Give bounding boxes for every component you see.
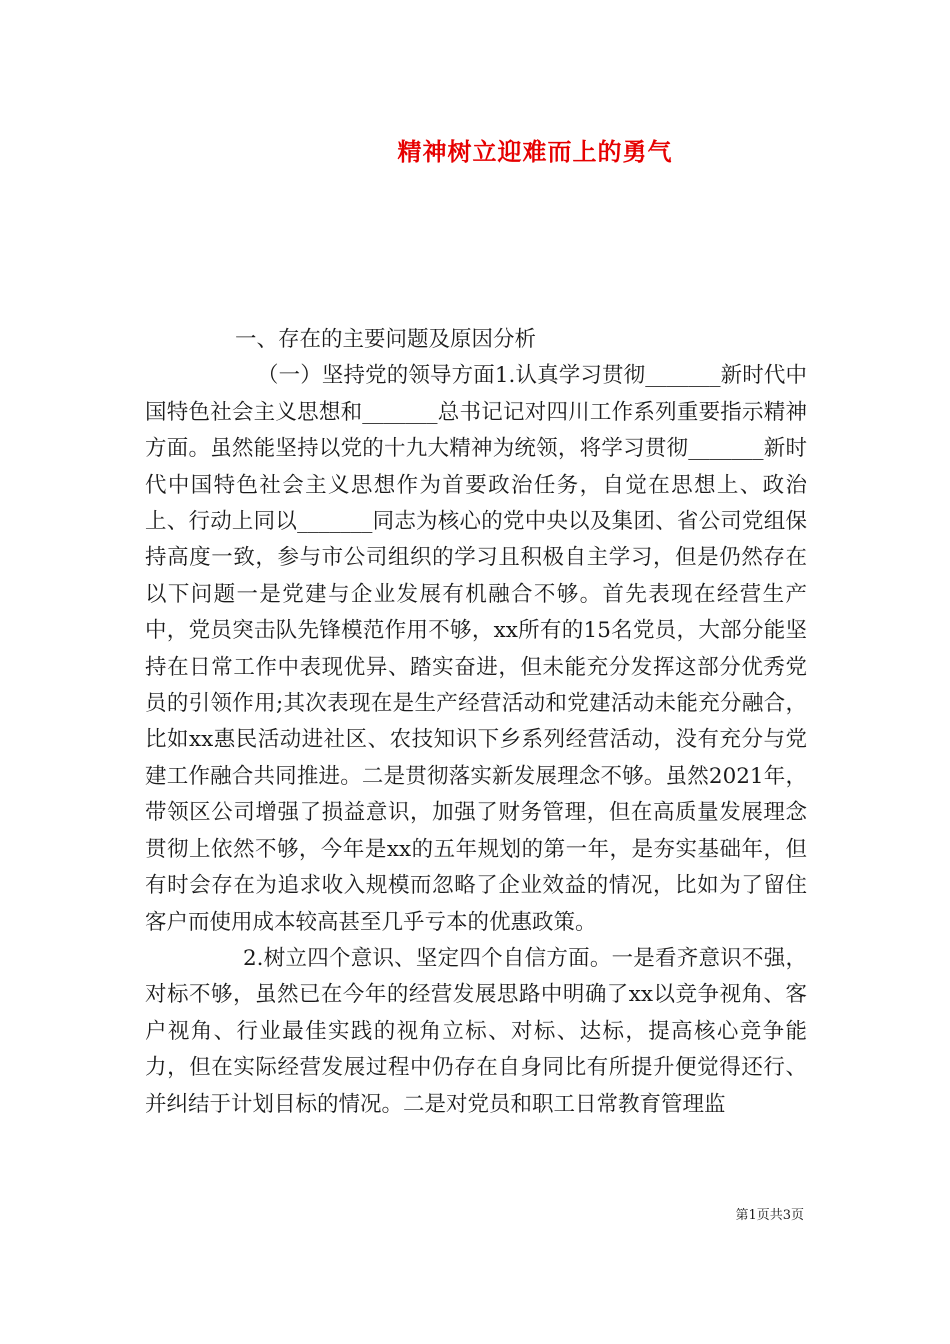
page-number-footer: 第1页共3页 [735, 1208, 804, 1223]
document-body [145, 322, 807, 1123]
body-paragraph-2: 2.树立四个意识、坚定四个自信方面。一是看齐意识不强，对标不够，虽然已在今年的经营发展思路中明确了xx以竞争视角、客户视角、行业最佳实践的视角立标、对标、达标，提高核心竞争能力，但在实际经营发展过程中仍存在自身同比有所提升便觉得还行、并纠结于计划目标的情况。二是对党员和职工日常教育管理监 [145, 945, 807, 1117]
section-heading: 一、存在的主要问题及原因分析 [235, 327, 537, 352]
document-title: 精神树立迎难而上的勇气 [397, 138, 673, 166]
body-paragraph-1: （一）坚持党的领导方面1.认真学习贯彻_______新时代中国特色社会主义思想和_______总书记记对四川工作系列重要指示精神方面。虽然能坚持以党的十九大精神为统领，将学习贯彻_______新时代中国特色社会主义思想作为首要政治任务，自觉在思想上、政治上、行动上同以_______同志为核心的党中央以及集团、省公司党组保持高度一致，参与市公司组织的学习且积极自主学习，但是仍然存在以下问题一是党建与企业发展有机融合不够。首先表现在经营生产中，党员突击队先锋模范作用不够，xx所有的15名党员，大部分能坚持在日常工作中表现优异、踏实奋进，但未能充分发挥这部分优秀党员的引领作用;其次表现在是生产经营活动和党建活动未能充分融合，比如xx惠民活动进社区、农技知识下乡系列经营活动，没有充分与党建工作融合共同推进。二是贯彻落实新发展理念不够。虽然2021年，带领区公司增强了损益意识，加强了财务管理，但在高质量发展理念贯彻上依然不够，今年是xx的五年规划的第一年，是夯实基础年，但有时会存在为追求收入规模而忽略了企业效益的情况，比如为了留住客户而使用成本较高甚至几乎亏本的优惠政策。 [145, 363, 807, 935]
